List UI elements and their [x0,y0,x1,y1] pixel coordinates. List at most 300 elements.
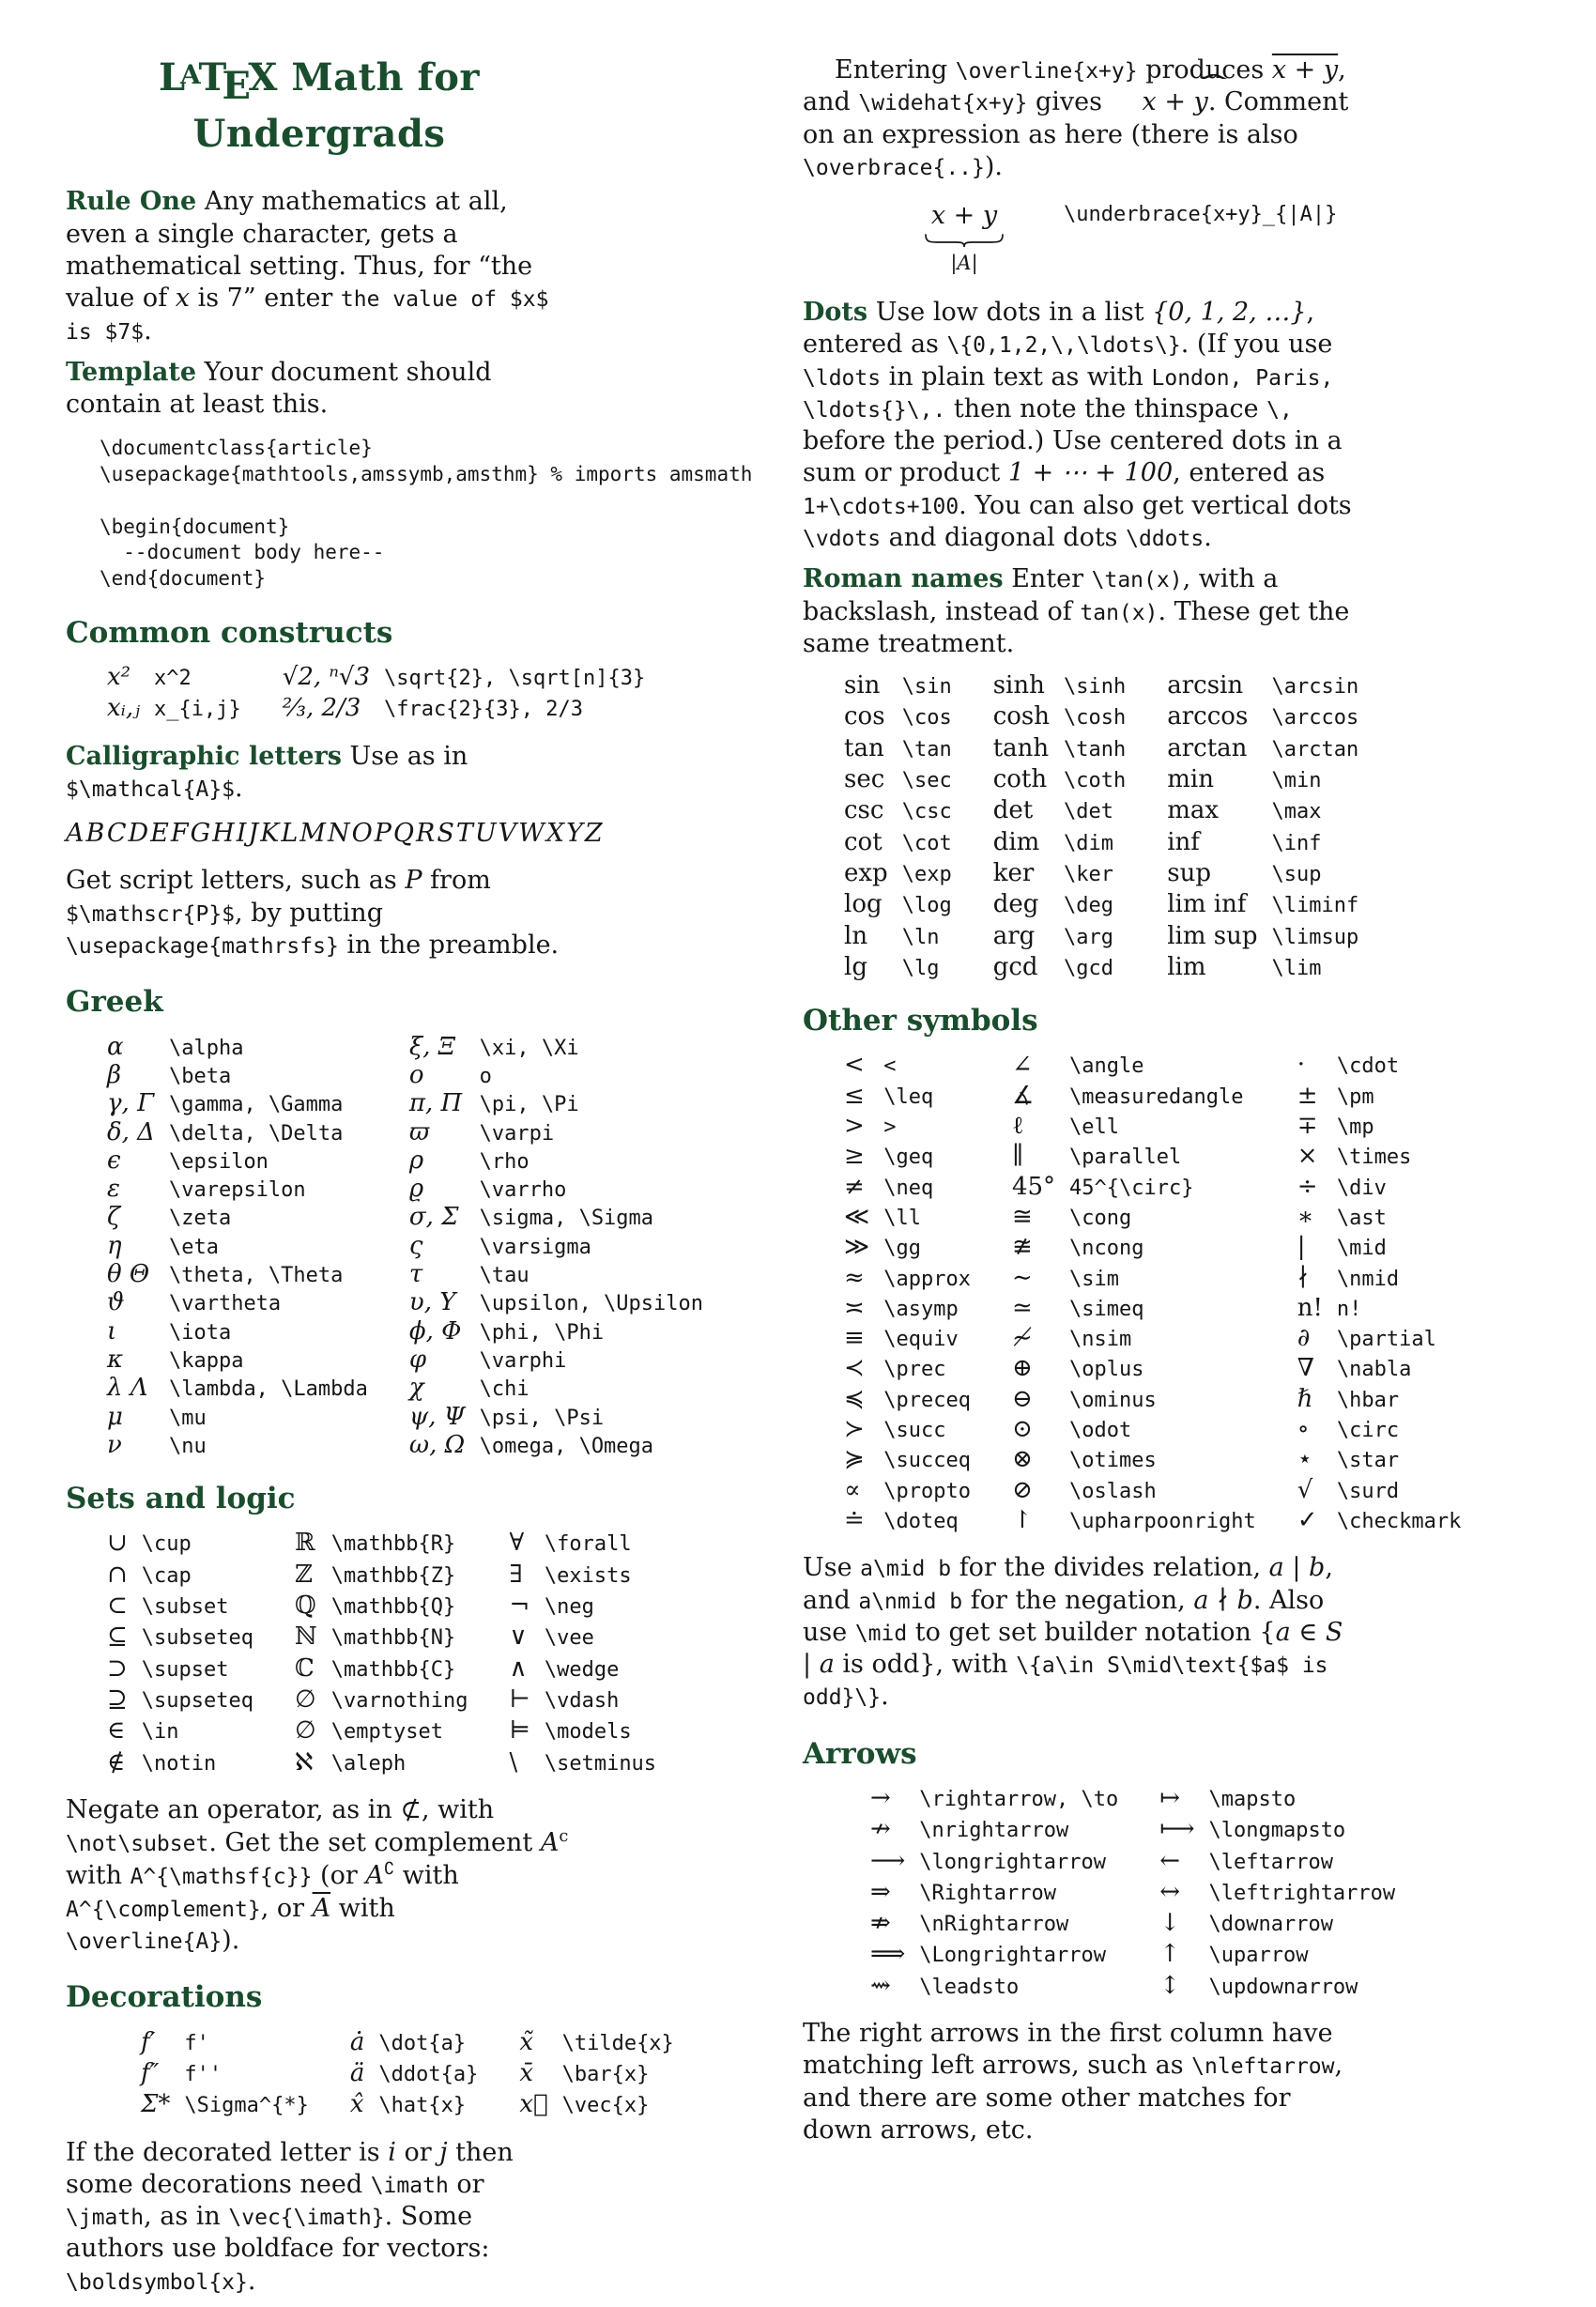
code-cell: \nsim [1069,1328,1132,1352]
symbol-cell: o [408,1060,424,1089]
code-cell: \asymp [883,1297,959,1321]
symbol-cell: τ [408,1260,423,1289]
symbol-cell: max [1167,796,1220,825]
text-segment: P [405,866,422,896]
code-cell: \nu [168,1434,207,1458]
text-segment: \ldots [803,365,882,391]
code-cell: \mid [1336,1237,1387,1261]
code-cell: \sup [1271,862,1322,886]
symbol-cell: ⊇ [107,1684,128,1714]
code-cell: \sqrt{2}, \sqrt[n]{3} [384,667,646,691]
latex-logo-e: E [222,63,252,108]
symbol-cell: ≼ [844,1384,865,1413]
text-segment: a\nmid b [858,1589,963,1614]
underbrace-code: \underbrace{x+y}_{|A|} [1064,203,1338,227]
code-cell: \succ [883,1419,946,1443]
symbol-cell: ⊆ [107,1623,128,1652]
symbol-cell: x̄ [519,2058,533,2087]
text-segment: , as in [144,2202,229,2232]
code-cell: \kappa [168,1348,244,1373]
symbol-cell: ± [1297,1081,1318,1110]
code-cell: \models [544,1720,632,1745]
symbol-cell: ∓ [1297,1112,1318,1141]
code-cell: \tau [479,1264,529,1288]
text-segment: x [175,284,191,314]
text-segment: for the negation, [962,1585,1194,1615]
symbol-cell: ⊃ [107,1653,128,1683]
text-segment: . Also use [803,1585,1325,1647]
text-segment: . [144,315,152,346]
code-cell: \lg [901,956,940,980]
symbol-cell: ℂ [295,1653,315,1683]
code-cell: \ominus [1069,1388,1157,1412]
code-cell: \in [141,1720,179,1745]
symbol-cell: ⊨ [509,1716,530,1746]
symbol-cell: ℓ [1011,1112,1024,1141]
underbrace-example [925,200,1352,276]
code-cell: \cap [141,1563,192,1588]
symbol-cell: ⟶ [870,1846,906,1875]
decorations-table [141,2027,674,2119]
code-cell: \zeta [168,1207,232,1231]
symbol-cell: ⇝ [870,1971,891,2000]
code-cell: \times [1336,1146,1412,1170]
code-cell: \leadsto [919,1975,1020,1999]
arrows-table [870,1784,1396,2000]
symbol-cell: ϕ, Φ [408,1316,462,1346]
symbol-cell: ∂ [1297,1324,1311,1353]
code-cell: \sin [901,675,952,700]
symbol-cell: ≅ [1011,1202,1033,1231]
text-segment: to get set builder notation { [907,1617,1276,1647]
latex-logo-t: T [198,55,227,100]
symbol-cell: ≃ [1011,1293,1033,1322]
code-cell: \geq [883,1146,934,1170]
symbol-cell: ≽ [844,1445,865,1474]
text-segment: then note the thinspace [945,393,1267,423]
text-segment: $\mathscr{P}$ [66,901,236,927]
code-cell: \vec{x} [561,2094,650,2118]
symbol-cell: sin [844,671,881,700]
code-cell: \neq [883,1176,934,1200]
symbol-cell: n! [1297,1293,1323,1322]
text-segment: then some decorations need [66,2137,514,2199]
code-cell: \pm [1336,1084,1374,1109]
code-cell: \varpi [479,1121,555,1146]
code-cell: \succeq [883,1449,971,1473]
code-cell: \liminf [1271,894,1359,918]
symbol-cell: | [1297,1233,1306,1262]
text-segment: . These get the same treatment. [803,596,1350,658]
text-segment: $\overline{A}$ [312,1893,331,1923]
text-segment: | [803,1650,820,1680]
text-segment: Template [66,357,197,387]
underbrace-label: |A| [950,252,978,275]
code-cell: \Rightarrow [919,1881,1056,1905]
code-cell: \leftarrow [1208,1850,1333,1874]
symbol-cell: ℕ [295,1623,317,1652]
symbol-cell: lim sup [1167,921,1258,950]
code-cell: \lambda, \Lambda [168,1377,368,1402]
text-segment: Use as in [341,741,468,771]
code-cell: \omega, \Omega [479,1434,654,1458]
symbol-cell: ȧ̇ [349,2027,365,2056]
code-cell: \oslash [1069,1479,1157,1503]
text-segment: . Some authors use boldface for vectors: [66,2202,490,2264]
code-cell: \preceq [883,1388,971,1412]
code-cell: \ker [1064,862,1113,886]
symbol-cell: γ, Γ [107,1089,155,1118]
code-cell: \tanh [1064,737,1127,761]
text-segment: , and [803,1553,1333,1615]
latex-logo-x: X [248,55,278,100]
text-segment: j [439,2137,448,2167]
symbol-cell: ¬ [509,1592,530,1621]
text-segment: . [235,773,243,803]
symbol-cell: cos [844,702,885,731]
text-segment: \overbrace{..} [803,155,985,180]
symbol-cell: ≡ [844,1324,865,1353]
code-cell: \doteq [883,1509,959,1533]
code-cell: \exp [901,862,952,886]
code-cell: \cosh [1064,706,1127,731]
text-segment: b [1309,1553,1326,1583]
text-segment: . Comment on an expression as here (there is also [803,87,1349,149]
text-segment: . Get the set complement [208,1828,541,1858]
symbol-cell: > [844,1112,865,1141]
symbol-cell: ⊙ [1011,1415,1033,1444]
code-cell: \gg [883,1237,921,1261]
symbol-cell: χ [408,1374,424,1403]
code-cell: \angle [1069,1054,1144,1079]
roman-names-table [844,671,1359,981]
code-cell: \upsilon, \Upsilon [479,1292,704,1316]
code-cell: \mp [1336,1115,1374,1140]
symbol-cell: θ Θ [107,1260,150,1289]
symbol-cell: ℤ [295,1560,313,1589]
code-cell: \ncong [1069,1237,1144,1261]
symbol-cell: arctan [1167,733,1248,762]
symbol-cell: tanh [992,733,1050,762]
symbol-cell: ≈ [844,1263,865,1292]
symbol-cell: ≻ [844,1415,865,1444]
text-segment: and diagonal dots [881,523,1127,553]
code-cell: \sigma, \Sigma [479,1207,654,1231]
code-cell: \epsilon [168,1149,269,1174]
rule-one-paragraph [66,186,573,346]
text-segment: \not\subset [66,1832,209,1857]
template-code-block: \documentclass{article} \usepackage{mathtools,amssymb,amsthm} % imports amsmath \begin{document} --document body here-- \end{document} [100,437,753,590]
text-segment: , entered as [803,298,1315,360]
symbol-cell: ∧ [509,1653,528,1683]
symbol-cell: ↓ [1159,1909,1180,1938]
roman-names-paragraph [803,563,1352,660]
sets-logic-table [107,1529,657,1776]
symbol-cell: → [870,1784,891,1812]
text-segment: (or [312,1861,366,1891]
code-cell: \limsup [1271,925,1359,949]
symbol-cell: dim [992,827,1040,856]
symbol-cell: ↔ [1159,1877,1180,1906]
symbol-cell: α [107,1032,124,1061]
code-cell: \beta [168,1064,232,1088]
symbol-cell: ≐ [844,1505,865,1534]
text-segment: or [448,2169,484,2199]
code-cell: \varepsilon [168,1178,306,1203]
symbol-cell: ∪ [107,1529,128,1558]
symbol-cell: ω, Ω [408,1430,466,1459]
section-common-constructs: Common constructs [66,615,393,650]
symbol-cell: ϵ [107,1146,121,1175]
symbol-cell: ✓ [1297,1505,1318,1534]
symbol-cell: lim [1167,952,1206,981]
symbol-cell: arccos [1167,702,1249,731]
code-cell: \sec [901,769,952,793]
symbol-cell: csc [844,796,884,825]
symbol-cell: ∡ [1011,1081,1035,1110]
symbol-cell: f′ [141,2027,156,2056]
code-cell: \upharpoonright [1069,1509,1256,1533]
symbol-cell: ς [408,1231,423,1260]
text-segment: ∁ [383,1859,395,1880]
symbol-cell: ⅔, 2/3 [282,694,361,723]
text-segment: \tan(x) [1091,568,1183,593]
latex-logo [159,55,278,108]
decorations-note-paragraph [66,2137,573,2298]
code-cell: \pi, \Pi [479,1093,579,1117]
text-segment: \overline{x+y} [955,59,1138,84]
symbol-cell: ϑ [107,1288,125,1317]
code-cell: \csc [901,800,952,824]
dots-paragraph [803,297,1352,554]
code-cell: \sinh [1064,675,1127,700]
code-cell: \aleph [330,1751,407,1776]
symbol-cell: ι [107,1316,117,1346]
symbol-cell: det [992,796,1034,825]
text-segment: . (If you use [1180,330,1333,360]
symbol-cell: ↛ [870,1815,891,1844]
symbol-cell: ξ, Ξ [408,1032,456,1061]
right-column [803,54,1462,2156]
symbol-cell: π, Π [408,1089,463,1118]
symbol-cell: κ [107,1345,124,1374]
symbol-cell: ln [844,921,868,950]
code-cell: x_{i,j} [154,698,241,722]
code-cell: \leq [883,1084,934,1109]
text-segment: produces [1137,55,1272,85]
symbol-cell: ℵ [295,1747,314,1776]
symbol-cell: υ, Υ [408,1288,456,1317]
text-segment: A [540,1828,560,1858]
symbol-cell: ∠ [1011,1051,1033,1080]
text-segment: ). [222,1925,240,1955]
text-segment: A [365,1861,384,1891]
text-segment: \nleftarrow [1191,2054,1335,2080]
text-segment: , and [803,55,1346,117]
code-cell: \nRightarrow [919,1913,1069,1937]
text-segment: A^{\mathsf{c}} [130,1865,313,1890]
latex-logo-l: L [159,55,186,100]
code-cell: \arccos [1271,706,1359,731]
symbol-cell: σ, Σ [408,1203,459,1232]
symbol-cell: min [1167,765,1214,794]
code-cell: \phi, \Phi [479,1320,605,1345]
calligraphic-paragraph [66,741,573,806]
symbol-cell: η [107,1231,122,1260]
text-segment: for the divides relation, [951,1553,1269,1583]
symbol-cell: < [844,1051,865,1080]
symbol-cell: ↾ [1011,1505,1033,1534]
symbol-cell: ⊗ [1011,1445,1033,1474]
code-cell: n! [1336,1297,1362,1321]
code-cell: \supset [141,1657,229,1682]
symbol-cell: ≇ [1011,1233,1033,1262]
text-segment: with [66,1861,130,1891]
symbol-cell: ≺ [844,1354,865,1383]
text-segment: b [1236,1585,1253,1615]
symbol-cell: ∈ [107,1716,126,1746]
symbol-cell: ∤ [1297,1263,1310,1292]
symbol-cell: ⊢ [509,1684,530,1714]
symbol-cell: inf [1167,827,1200,856]
symbol-cell: ℝ [295,1529,315,1558]
text-segment: Rule One [66,187,197,217]
code-cell: \coth [1064,769,1127,793]
code-cell: f'' [184,2062,223,2086]
text-segment: \mid [854,1621,908,1646]
text-segment: \{0,1,2,\,\ldots\} [946,333,1181,359]
code-cell: \mathbb{Z} [330,1563,456,1588]
symbol-cell: ≥ [844,1142,865,1171]
negate-paragraph [66,1794,573,1957]
symbol-cell: sinh [992,671,1045,700]
section-decorations: Decorations [66,1980,263,2015]
text-segment: , or [260,1893,313,1923]
code-cell: \cong [1069,1206,1132,1230]
symbol-cell: gcd [992,952,1038,981]
symbol-cell: ∃ [509,1560,523,1589]
symbol-cell: ∨ [509,1623,528,1652]
symbol-cell: ζ [107,1203,121,1232]
symbol-cell: 45° [1011,1172,1056,1201]
code-cell: \nmid [1336,1267,1400,1291]
code-cell: \vartheta [168,1292,282,1316]
code-cell: \vdash [544,1688,620,1713]
text-segment: \, [1266,397,1293,423]
symbol-cell: ∩ [107,1560,128,1589]
code-cell: \subset [141,1595,229,1620]
code-cell: \varrho [479,1178,567,1203]
code-cell: \circ [1336,1419,1400,1443]
symbol-cell: ker [992,858,1035,887]
code-cell: \dim [1064,831,1113,855]
code-cell: \longmapsto [1208,1819,1346,1843]
page-title [66,54,573,158]
text-segment: \widehat{x+y} [858,91,1028,116]
code-cell: \rho [479,1149,529,1174]
text-segment: in the preamble. [338,930,560,961]
symbol-cell: ≤ [844,1081,865,1110]
text-segment: c [559,1826,569,1847]
symbol-cell: sup [1167,858,1211,887]
code-cell: \mapsto [1208,1788,1297,1811]
code-cell: \iota [168,1320,232,1345]
code-cell: \odot [1069,1419,1132,1443]
code-cell: \approx [883,1267,971,1291]
section-sets-and-logic: Sets and logic [66,1482,296,1516]
symbol-cell: ∅ [295,1684,316,1714]
code-cell: < [883,1054,897,1079]
text-segment: Entering [835,55,956,85]
symbol-cell: ↦ [1159,1784,1180,1812]
symbol-cell: ≠ [844,1172,865,1201]
code-cell: \supseteq [141,1688,254,1713]
code-cell: \arctan [1271,737,1359,761]
symbol-cell: ∅ [295,1716,316,1746]
code-cell: \measuredangle [1069,1084,1244,1109]
text-segment: , by putting [235,898,383,928]
symbol-cell: β [107,1060,122,1089]
two-column-layout [66,54,1596,2307]
code-cell: \psi, \Psi [479,1406,605,1430]
symbol-cell: deg [992,890,1039,919]
text-segment: . [247,2266,256,2296]
symbol-cell: ∉ [107,1747,126,1776]
code-cell: \cdot [1336,1054,1400,1079]
symbol-cell: ψ, Ψ [408,1402,466,1431]
code-cell: \min [1271,769,1322,793]
text-segment: $\mathcal{A}$ [66,777,236,802]
symbol-cell: exp [844,858,888,887]
code-cell: \parallel [1069,1146,1182,1170]
section-arrows: Arrows [803,1736,917,1771]
text-segment: A^{\complement} [66,1897,261,1922]
code-cell: \longrightarrow [919,1850,1106,1874]
symbol-cell: ℏ [1297,1384,1313,1413]
symbol-cell: ε [107,1175,120,1204]
symbol-cell: ⊘ [1011,1475,1033,1504]
text-segment: before the period.) Use centered dots in a sum or product [803,426,1343,488]
text-segment: \jmath [66,2206,145,2231]
symbol-cell: ≫ [844,1233,870,1262]
code-cell: \forall [544,1532,632,1557]
code-cell: \emptyset [330,1720,443,1745]
text-segment: a\mid b [860,1557,952,1582]
code-cell: \updownarrow [1208,1975,1358,1999]
code-cell: \simeq [1069,1297,1144,1321]
symbol-cell: ↑ [1159,1940,1180,1969]
symbol-cell: ← [1159,1846,1180,1875]
text-segment: Roman names [803,564,1004,594]
symbol-cell: ⊂ [107,1592,128,1621]
arrows-note-paragraph [803,2018,1352,2146]
text-segment: \boldsymbol{x} [66,2269,248,2295]
text-segment: . You can also get vertical dots [959,490,1352,520]
text-segment: Your document should contain at least this. [66,357,492,420]
symbol-cell: coth [992,765,1048,794]
code-cell: \xi, \Xi [479,1036,579,1060]
symbol-cell: ⊖ [1011,1384,1033,1413]
text-segment: ∈ [1290,1617,1326,1647]
symbol-cell: ⇒ [870,1877,891,1906]
code-cell: x^2 [154,667,192,691]
text-segment: is odd}, with [834,1650,1017,1680]
section-greek: Greek [66,985,163,1020]
code-cell: \det [1064,800,1113,824]
symbol-cell: ≁ [1011,1324,1033,1353]
code-cell: \cup [141,1532,192,1557]
text-segment: Dots [803,298,868,328]
